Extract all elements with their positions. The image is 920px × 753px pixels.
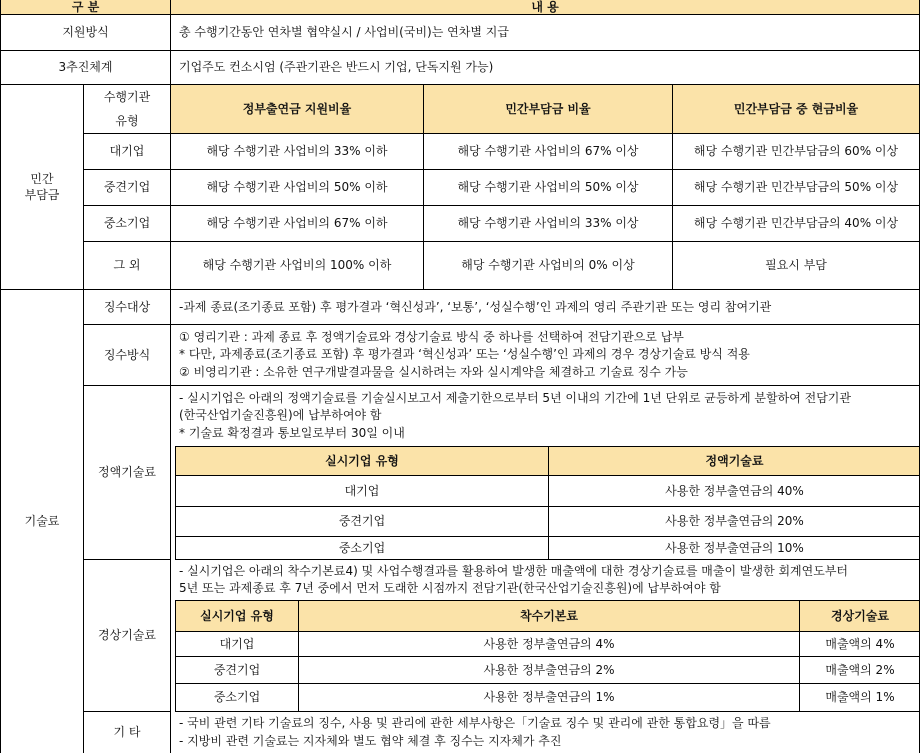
promotion-text: 기업주도 컨소시엄 (주관기관은 반드시 기업, 단독지원 가능): [171, 51, 920, 85]
burden-row-private: 해당 수행기관 사업비의 33% 이상: [424, 206, 673, 242]
burden-row-cash: 해당 수행기관 민간부담금의 50% 이상: [673, 170, 920, 206]
running-row-base: 사용한 정부출연금의 2%: [299, 657, 800, 684]
fixed-line: - 실시기업은 아래의 정액기술료를 기술실시보고서 제출기한으로부터 5년 이내의 기간에 1년 단위로 균등하게 분할하여 전담기관: [179, 390, 851, 405]
burden-row-type: 중소기업: [84, 206, 171, 242]
etc-line: - 지방비 관련 기술료는 지자체와 별도 협약 체결 후 징수는 지자체가 추진: [179, 733, 562, 748]
support-method-text: 총 수행기간동안 연차별 협약실시 / 사업비(국비)는 연차별 지급: [171, 15, 920, 51]
fixed-col-header-fee: 정액기술료: [549, 446, 920, 476]
fixed-row-value: 사용한 정부출연금의 20%: [549, 507, 920, 537]
fixed-row-value: 사용한 정부출연금의 10%: [549, 537, 920, 560]
col-header-gov-ratio: 정부출연금 지원비율: [171, 85, 424, 134]
fixed-row-type: 중소기업: [175, 537, 549, 560]
col-header-cash-ratio: 민간부담금 중 현금비율: [673, 85, 920, 134]
etc-text: [171, 712, 920, 753]
burden-row-gov: 해당 수행기관 사업비의 100% 이하: [171, 242, 424, 290]
private-burden-label: [0, 85, 84, 290]
fixed-fee-label: 정액기술료: [84, 386, 171, 560]
fixed-line: (한국산업기술진흥원)에 납부하여야 함: [179, 408, 382, 423]
running-row-fee: 매출액의 2%: [800, 657, 920, 684]
running-row-type: 중소기업: [175, 684, 299, 712]
running-col-header-fee: 경상기술료: [800, 600, 920, 632]
header-category: 구 분: [0, 0, 171, 15]
running-col-header-type: 실시기업 유형: [175, 600, 299, 632]
fixed-line: * 기술료 확정결과 통보일로부터 30일 이내: [179, 425, 405, 440]
burden-row-private: 해당 수행기관 사업비의 67% 이상: [424, 134, 673, 170]
burden-row-cash: 필요시 부담: [673, 242, 920, 290]
col-header-private-ratio: 민간부담금 비율: [424, 85, 673, 134]
support-method-label: 지원방식: [0, 15, 171, 51]
running-row-fee: 매출액의 4%: [800, 632, 920, 657]
etc-line: - 국비 관련 기타 기술료의 징수, 사용 및 관리에 관한 세부사항은「기술료 징수 및 관리에 관한 통합요령」을 따름: [179, 716, 771, 731]
burden-row-type: 대기업: [84, 134, 171, 170]
fixed-row-type: 중견기업: [175, 507, 549, 537]
etc-label: 기 타: [84, 712, 171, 753]
type-header-line2: 유형: [115, 114, 139, 128]
running-line: - 실시기업은 아래의 착수기본료4) 및 사업수행결과를 활용하여 발생한 매출액에 대한 경상기술료를 매출이 발생한 회계연도부터: [179, 563, 849, 578]
running-row-fee: 매출액의 1%: [800, 684, 920, 712]
burden-row-gov: 해당 수행기관 사업비의 67% 이하: [171, 206, 424, 242]
burden-row-type: 그 외: [84, 242, 171, 290]
method-label: 징수방식: [84, 325, 171, 386]
burden-row-gov: 해당 수행기관 사업비의 33% 이하: [171, 134, 424, 170]
method-text: [171, 325, 920, 386]
running-row-base: 사용한 정부출연금의 4%: [299, 632, 800, 657]
burden-row-cash: 해당 수행기관 민간부담금의 60% 이상: [673, 134, 920, 170]
burden-row-private: 해당 수행기관 사업비의 0% 이상: [424, 242, 673, 290]
type-header-line1: 수행기관: [103, 90, 151, 104]
method-line: ① 영리기관 : 과제 종료 후 정액기술료와 경상기술료 방식 중 하나를 선택하여 전담기관으로 납부: [179, 329, 684, 344]
burden-row-type: 중견기업: [84, 170, 171, 206]
header-content: 내 용: [171, 0, 920, 15]
fixed-fee-text: [171, 386, 920, 446]
private-burden-label-line1: 민간: [30, 171, 54, 186]
fixed-row-value: 사용한 정부출연금의 40%: [549, 476, 920, 507]
running-fee-text: [171, 560, 920, 600]
burden-row-gov: 해당 수행기관 사업비의 50% 이하: [171, 170, 424, 206]
running-row-type: 중견기업: [175, 657, 299, 684]
fixed-row-type: 대기업: [175, 476, 549, 507]
fixed-col-header-type: 실시기업 유형: [175, 446, 549, 476]
running-col-header-base: 착수기본료: [299, 600, 800, 632]
target-text: -과제 종료(조기종료 포함) 후 평가결과 ‘혁신성과’, ‘보통’, ‘성실수행’인 과제의 영리 주관기관 또는 영리 참여기관: [171, 290, 920, 325]
burden-row-private: 해당 수행기관 사업비의 50% 이상: [424, 170, 673, 206]
burden-row-cash: 해당 수행기관 민간부담금의 40% 이상: [673, 206, 920, 242]
target-label: 징수대상: [84, 290, 171, 325]
running-row-type: 대기업: [175, 632, 299, 657]
method-line: * 다만, 과제종료(조기종료 포함) 후 평가결과 ‘혁신성과’ 또는 ‘성실수행’인 과제의 경우 경상기술료 방식 적용: [179, 347, 750, 362]
promotion-label: 3추진체계: [0, 51, 171, 85]
method-line: ② 비영리기관 : 소유한 연구개발결과물을 실시하려는 자와 실시계약을 체결하고 기술료 징수 가능: [179, 364, 688, 379]
private-burden-label-line2: 부담금: [24, 188, 60, 202]
type-header: [84, 85, 171, 134]
running-line: 5년 또는 과제종료 후 7년 중에서 먼저 도래한 시점까지 전담기관(한국산업기술진흥원)에 납부하여야 함: [179, 581, 721, 595]
running-row-base: 사용한 정부출연금의 1%: [299, 684, 800, 712]
tech-fee-label: 기술료: [0, 290, 84, 753]
running-fee-label: 경상기술료: [84, 560, 171, 712]
